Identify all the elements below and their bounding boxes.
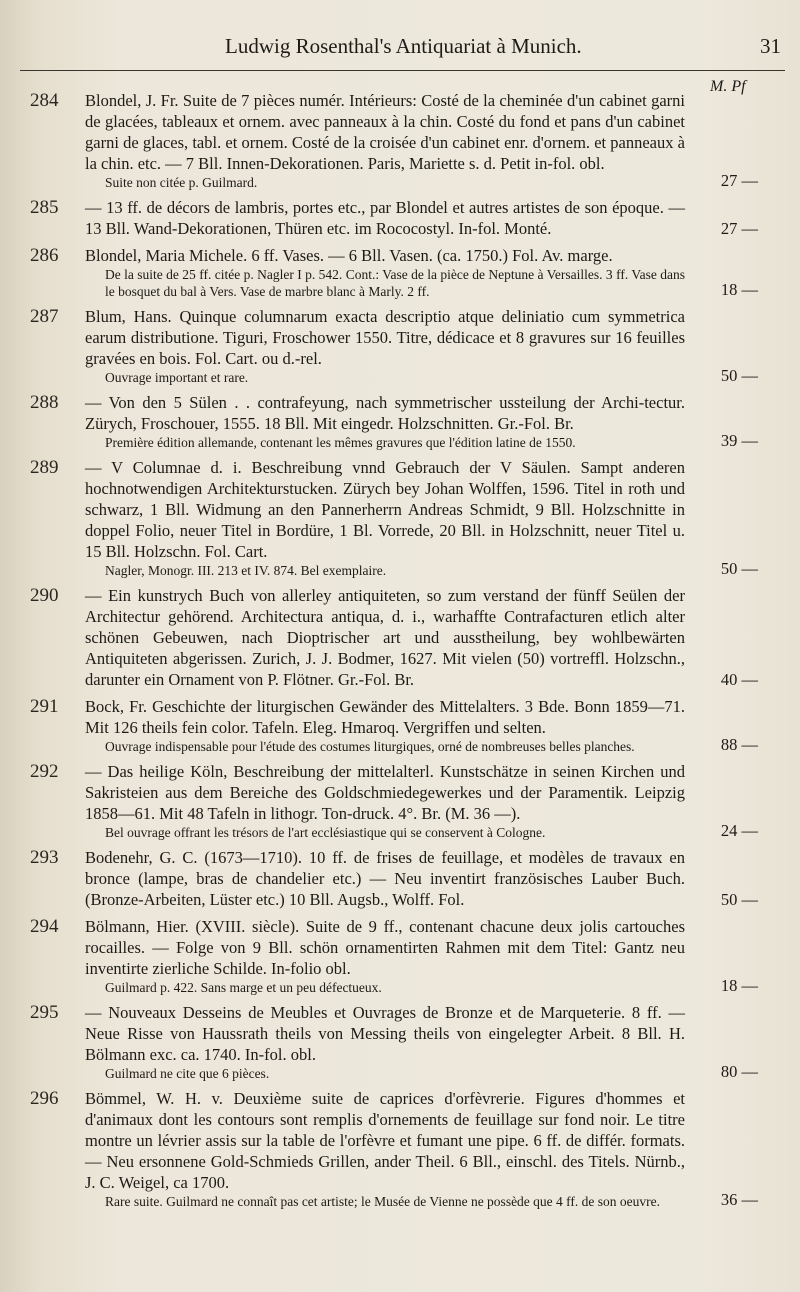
entry-number: 291 — [30, 696, 59, 717]
entry-text: — 13 ff. de décors de lambris, portes etc., par Blondel et autres artistes de son époque. — 13 Bll. Wand-Dekorationen, Thüren etc. im Rococostyl. In-fol. Monté. — [85, 198, 685, 238]
catalogue-entry — [30, 761, 770, 841]
catalogue-entry — [30, 916, 770, 996]
entry-note: De la suite de 25 ff. citée p. Nagler I p. 542. Cont.: Vase de la pièce de Neptune à Versailles. 3 ff. Vase dans le bosquet du bal à Vers. Vase de marbre blanc à Marly. 2 ff. — [105, 267, 685, 299]
entry-price: 50 — — [720, 890, 758, 909]
entry-number: 293 — [30, 847, 59, 868]
entry-text: — Das heilige Köln, Beschreibung der mittelalterl. Kunstschätze in seinen Kirchen und Sakristeien aus dem Bereiche des Goldschmiedegewerkes und der Paramentik. Leipzig 1858—61. Mit 48 Tafeln in lithogr. Ton-druck. 4°. Br. (M. 36 —). — [85, 762, 685, 823]
entry-text: Bömmel, W. H. v. Deuxième suite de caprices d'orfèvrerie. Figures d'hommes et d'animaux dont les contours sont remplis d'ornements de feuillage sur fond noir. Le titre montre un lévrier assis sur la table de l'orfèvre et fumant une pipe. 6 ff. de différ. formats. — Neu ersonnene Gold-Schmieds Grillen, ander Theil. 6 Bll., einschl. des Titels. Nürnb., J. C. Weigel, ca 1700. — [85, 1089, 685, 1192]
entry-price: 88 — — [720, 735, 758, 754]
entry-note: Guilmard ne cite que 6 pièces. — [105, 1066, 270, 1081]
entry-number: 294 — [30, 916, 59, 937]
entry-text: Bock, Fr. Geschichte der liturgischen Gewänder des Mittelalters. 3 Bde. Bonn 1859—71. Mit 126 theils fein color. Tafeln. Eleg. Hmaroq. Vergriffen und selten. — [85, 697, 685, 737]
page-number: 31 — [760, 34, 781, 58]
entry-price: 40 — — [720, 670, 758, 689]
entry-number: 285 — [30, 197, 59, 218]
entry-note: Bel ouvrage offrant les trésors de l'art ecclésiastique qui se conservent à Cologne. — [105, 825, 546, 840]
entry-text: Blondel, J. Fr. Suite de 7 pièces numér. Intérieurs: Costé de la cheminée d'un cabinet garni de glacées, tableaux et ornem. avec panneaux à la chin. Costé du fond et pans d'un cabinet garni de glaces, tabl. et ornem. Costé de la croisée d'un cabinet enr. d'ornem. et panneaux à la chin. etc. — 7 Bll. Innen-Dekorationen. Paris, Mariette s. d. Petit in-fol. obl. — [85, 91, 685, 173]
entry-price: 39 — — [720, 431, 758, 450]
entry-note: Rare suite. Guilmard ne connaît pas cet artiste; le Musée de Vienne ne possède que 4 ff. de son oeuvre. — [105, 1194, 661, 1209]
entry-price: 18 — — [720, 976, 758, 995]
entry-price: 27 — — [720, 171, 758, 190]
entry-text: Blondel, Maria Michele. 6 ff. Vases. — 6 Bll. Vasen. (ca. 1750.) Fol. Av. marge. — [85, 246, 613, 265]
catalogue-entry — [30, 585, 770, 690]
entry-text: — Nouveaux Desseins de Meubles et Ouvrages de Bronze et de Marqueterie. 8 ff. — Neue Risse von Haussrath theils von Messing theils von eingelegter Arbeit. 8 Bll. H. Bölmann exc. ca. 1740. In-fol. obl. — [85, 1003, 685, 1064]
entry-price: 36 — — [720, 1190, 758, 1209]
entry-note: Suite non citée p. Guilmard. — [105, 175, 258, 190]
catalogue-entry — [30, 392, 770, 451]
entry-note: Guilmard p. 422. Sans marge et un peu défectueux. — [105, 980, 382, 995]
entry-number: 295 — [30, 1002, 59, 1023]
entry-price: 24 — — [720, 821, 758, 840]
catalogue-entry — [30, 696, 770, 755]
entry-text: — Ein kunstrych Buch von allerley antiquiteten, so zum verstand der fünff Seülen der Architectur gehörend. Architectura antiqua, d. i., warhaffte Contrafacturen etlich alter schönen Gebeuwen, nach Dioptrischer art und aussthеilung, bey wohlbewärten Antiquiteten abgerissen. Zurich, J. J. Bodmer, 1627. Mit vielen (50) vortreffl. Holzschn., darunter ein Ornament von P. Flötner. Gr.-Fol. Br. — [85, 586, 685, 689]
entry-price: 18 — — [720, 280, 758, 299]
entry-number: 284 — [30, 90, 59, 111]
catalogue-entry — [30, 1002, 770, 1082]
catalogue-entry — [30, 90, 770, 191]
entry-number: 292 — [30, 761, 59, 782]
entry-price: 80 — — [720, 1062, 758, 1081]
entry-number: 287 — [30, 306, 59, 327]
catalogue-entry — [30, 1088, 770, 1210]
entry-number: 296 — [30, 1088, 59, 1109]
catalogue-entry — [30, 457, 770, 579]
entry-number: 286 — [30, 245, 59, 266]
entry-text: Bodenehr, G. C. (1673—1710). 10 ff. de frises de feuillage, et modèles de travaux en bronce (lampe, bras de chandelier etc.) — Neu inventirt französisches Lauber Buch. (Bronze-Arbeiten, Lüster etc.) 10 Bll. Augsb., Wolff. Fol. — [85, 848, 685, 909]
entry-note: Ouvrage indispensable pour l'étude des costumes liturgiques, orné de nombreuses belles planches. — [105, 739, 635, 754]
entry-text: Bölmann, Hier. (XVIII. siècle). Suite de 9 ff., contenant chacune deux jolis cartouches rocailles. — Folge von 9 Bll. schön ornamentirten Rahmen mit dem Titel: Gantz neu inventirte zierliche Schilde. In-folio obl. — [85, 917, 685, 978]
catalogue-entry — [30, 197, 770, 239]
entry-number: 289 — [30, 457, 59, 478]
entry-text: — Von den 5 Sülen . . contrafeyung, nach symmetrischer ussteilung der Archi-tectur. Zürych, Froschouer, 1555. 18 Bll. Mit eingedr. Holzschnitten. Gr.-Fol. Br. — [85, 393, 685, 433]
price-column-heading: M. Pf — [710, 78, 746, 95]
header-rule — [20, 70, 785, 71]
entry-price: 27 — — [720, 219, 758, 238]
catalogue-entry — [30, 245, 770, 300]
entry-note: Ouvrage important et rare. — [105, 370, 249, 385]
catalogue-entry — [30, 847, 770, 910]
page-header-title: Ludwig Rosenthal's Antiquariat à Munich. — [225, 34, 582, 58]
entry-number: 288 — [30, 392, 59, 413]
catalogue-entry — [30, 306, 770, 386]
entry-note: Première édition allemande, contenant les mêmes gravures que l'édition latine de 1550. — [105, 435, 576, 450]
entry-note: Nagler, Monogr. III. 213 et IV. 874. Bel exemplaire. — [105, 563, 387, 578]
entry-text: Blum, Hans. Quinque columnarum exacta descriptio atque deliniatio cum symmetrica earum distributione. Tiguri, Froschower 1550. Titre, dédicace et 8 gravures sur 16 feuilles gravées en bois. Fol. Cart. ou d.-rel. — [85, 307, 685, 368]
entry-price: 50 — — [720, 366, 758, 385]
entry-price: 50 — — [720, 559, 758, 578]
entry-list — [30, 90, 770, 1216]
entry-number: 290 — [30, 585, 59, 606]
entry-text: — V Columnae d. i. Beschreibung vnnd Gebrauch der V Säulen. Sampt anderen hochnotwendigen Architekturstucken. Zürych bey Johan Wolffen, 1596. Titel in roth und schwarz, 1 Bll. Widmung an den Pannerherrn Andreas Schmidt, 9 Bll. Holzschnitte in doppel Folio, neuer Titel in Bordüre, 1 Bl. Vorrede, 20 Bll. in Holzschnitt, neuer Titel u. 15 Bll. Holzschn. Fol. Cart. — [85, 458, 685, 561]
